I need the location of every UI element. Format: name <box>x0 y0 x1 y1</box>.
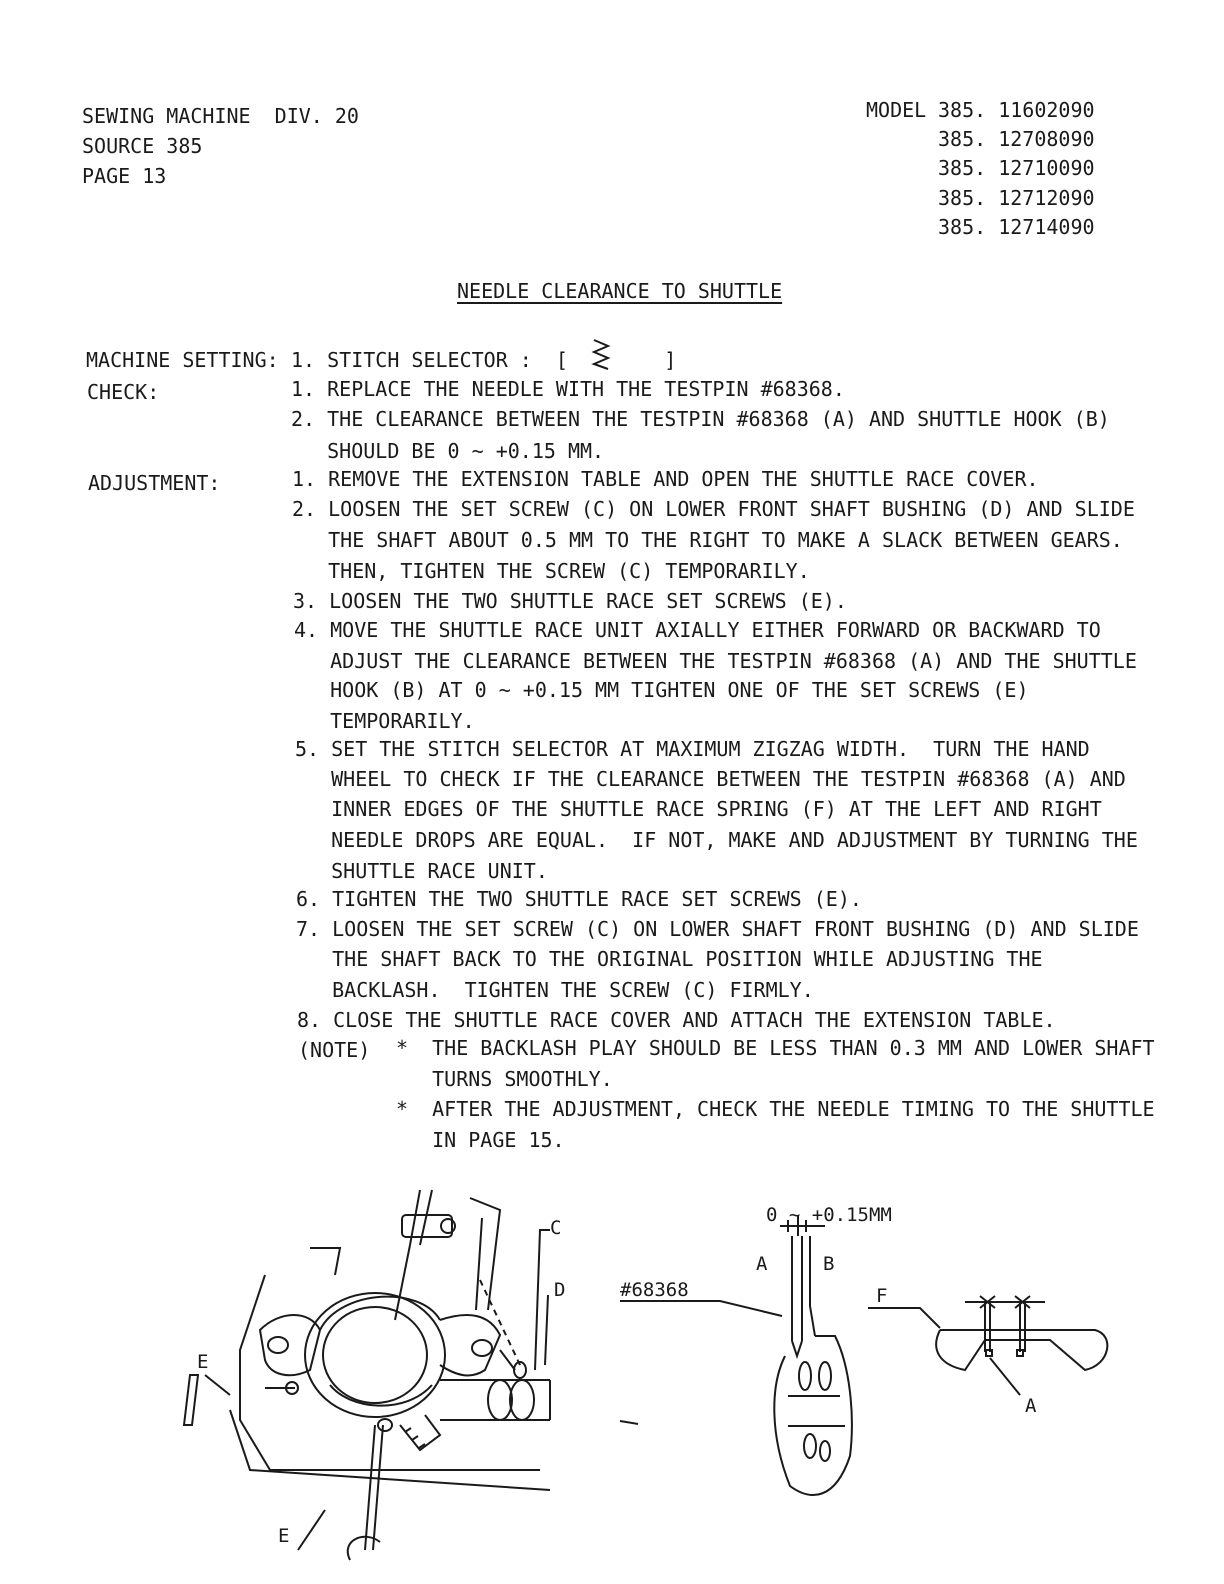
testpin-label: #68368 <box>620 1279 689 1301</box>
shuttle-race-assembly-figure <box>170 1170 590 1570</box>
adjustment-line: 7. LOOSEN THE SET SCREW (C) ON LOWER SHAFT FRONT BUSHING (D) AND SLIDE <box>296 917 1139 941</box>
note-line: * AFTER THE ADJUSTMENT, CHECK THE NEEDLE TIMING TO THE SHUTTLE <box>396 1097 1155 1121</box>
check-line: 2. THE CLEARANCE BETWEEN THE TESTPIN #68368 (A) AND SHUTTLE HOOK (B) <box>291 407 1110 431</box>
check-label: CHECK: <box>87 380 160 404</box>
note-line: * THE BACKLASH PLAY SHOULD BE LESS THAN 0.3 MM AND LOWER SHAFT <box>396 1036 1155 1060</box>
header-source: SOURCE 385 <box>82 134 203 158</box>
adjustment-line: INNER EDGES OF THE SHUTTLE RACE SPRING (F) AT THE LEFT AND RIGHT <box>295 797 1102 821</box>
adjustment-line: THE SHAFT ABOUT 0.5 MM TO THE RIGHT TO MAKE A SLACK BETWEEN GEARS. <box>292 528 1123 552</box>
adjustment-line: 3. LOOSEN THE TWO SHUTTLE RACE SET SCREWS (E). <box>293 589 847 613</box>
adjustment-line: 6. TIGHTEN THE TWO SHUTTLE RACE SET SCREWS (E). <box>296 887 862 911</box>
shuttle-race-spring-figure <box>860 1280 1120 1430</box>
label-a: A <box>1025 1395 1037 1417</box>
adjustment-line: 8. CLOSE THE SHUTTLE RACE COVER AND ATTACH THE EXTENSION TABLE. <box>297 1008 1056 1032</box>
adjustment-line: 4. MOVE THE SHUTTLE RACE UNIT AXIALLY EITHER FORWARD OR BACKWARD TO <box>294 618 1101 642</box>
header-division: SEWING MACHINE DIV. 20 <box>82 104 359 128</box>
header-page: PAGE 13 <box>82 164 167 188</box>
clearance-label: 0 ~ +0.15MM <box>766 1204 892 1226</box>
adjustment-line: 5. SET THE STITCH SELECTOR AT MAXIMUM ZIGZAG WIDTH. TURN THE HAND <box>295 737 1090 761</box>
adjustment-line: ADJUST THE CLEARANCE BETWEEN THE TESTPIN #68368 (A) AND THE SHUTTLE <box>294 649 1137 673</box>
model-number: 385. 12708090 <box>938 127 1095 151</box>
model-label: MODEL <box>866 98 927 122</box>
adjustment-line: THEN, TIGHTEN THE SCREW (C) TEMPORARILY. <box>292 559 810 583</box>
adjustment-line: NEEDLE DROPS ARE EQUAL. IF NOT, MAKE AND ADJUSTMENT BY TURNING THE <box>295 828 1138 852</box>
adjustment-line: SHUTTLE RACE UNIT. <box>295 859 548 883</box>
adjustment-label: ADJUSTMENT: <box>88 471 221 495</box>
adjustment-line: BACKLASH. TIGHTEN THE SCREW (C) FIRMLY. <box>296 978 814 1002</box>
note-label: (NOTE) <box>298 1038 371 1062</box>
label-d: D <box>554 1279 566 1301</box>
label-e-upper: E <box>197 1351 209 1373</box>
zigzag-stitch-icon <box>588 336 614 372</box>
adjustment-line: TEMPORARILY. <box>294 709 475 733</box>
adjustment-line: HOOK (B) AT 0 ~ +0.15 MM TIGHTEN ONE OF THE SET SCREWS (E) <box>294 678 1029 702</box>
model-number: 385. 11602090 <box>938 98 1095 122</box>
note-line: IN PAGE 15. <box>396 1128 565 1152</box>
model-number: 385. 12712090 <box>938 186 1095 210</box>
machine-setting-item: 1. STITCH SELECTOR : [ ] <box>291 348 677 372</box>
adjustment-line: WHEEL TO CHECK IF THE CLEARANCE BETWEEN THE TESTPIN #68368 (A) AND <box>295 767 1126 791</box>
adjustment-line: 1. REMOVE THE EXTENSION TABLE AND OPEN THE SHUTTLE RACE COVER. <box>292 467 1039 491</box>
adjustment-line: THE SHAFT BACK TO THE ORIGINAL POSITION WHILE ADJUSTING THE <box>296 947 1043 971</box>
label-e-lower: E <box>278 1525 290 1547</box>
model-number: 385. 12714090 <box>938 215 1095 239</box>
adjustment-line: 2. LOOSEN THE SET SCREW (C) ON LOWER FRONT SHAFT BUSHING (D) AND SLIDE <box>292 497 1135 521</box>
label-a: A <box>756 1253 768 1275</box>
page-title: NEEDLE CLEARANCE TO SHUTTLE <box>457 279 783 303</box>
label-c: C <box>550 1217 562 1239</box>
machine-setting-label: MACHINE SETTING: <box>86 348 279 372</box>
note-line: TURNS SMOOTHLY. <box>396 1067 613 1091</box>
check-line: 1. REPLACE THE NEEDLE WITH THE TESTPIN #68368. <box>291 377 845 401</box>
check-line: SHOULD BE 0 ~ +0.15 MM. <box>291 439 605 463</box>
label-b: B <box>823 1253 835 1275</box>
label-f: F <box>876 1285 888 1307</box>
model-number: 385. 12710090 <box>938 156 1095 180</box>
